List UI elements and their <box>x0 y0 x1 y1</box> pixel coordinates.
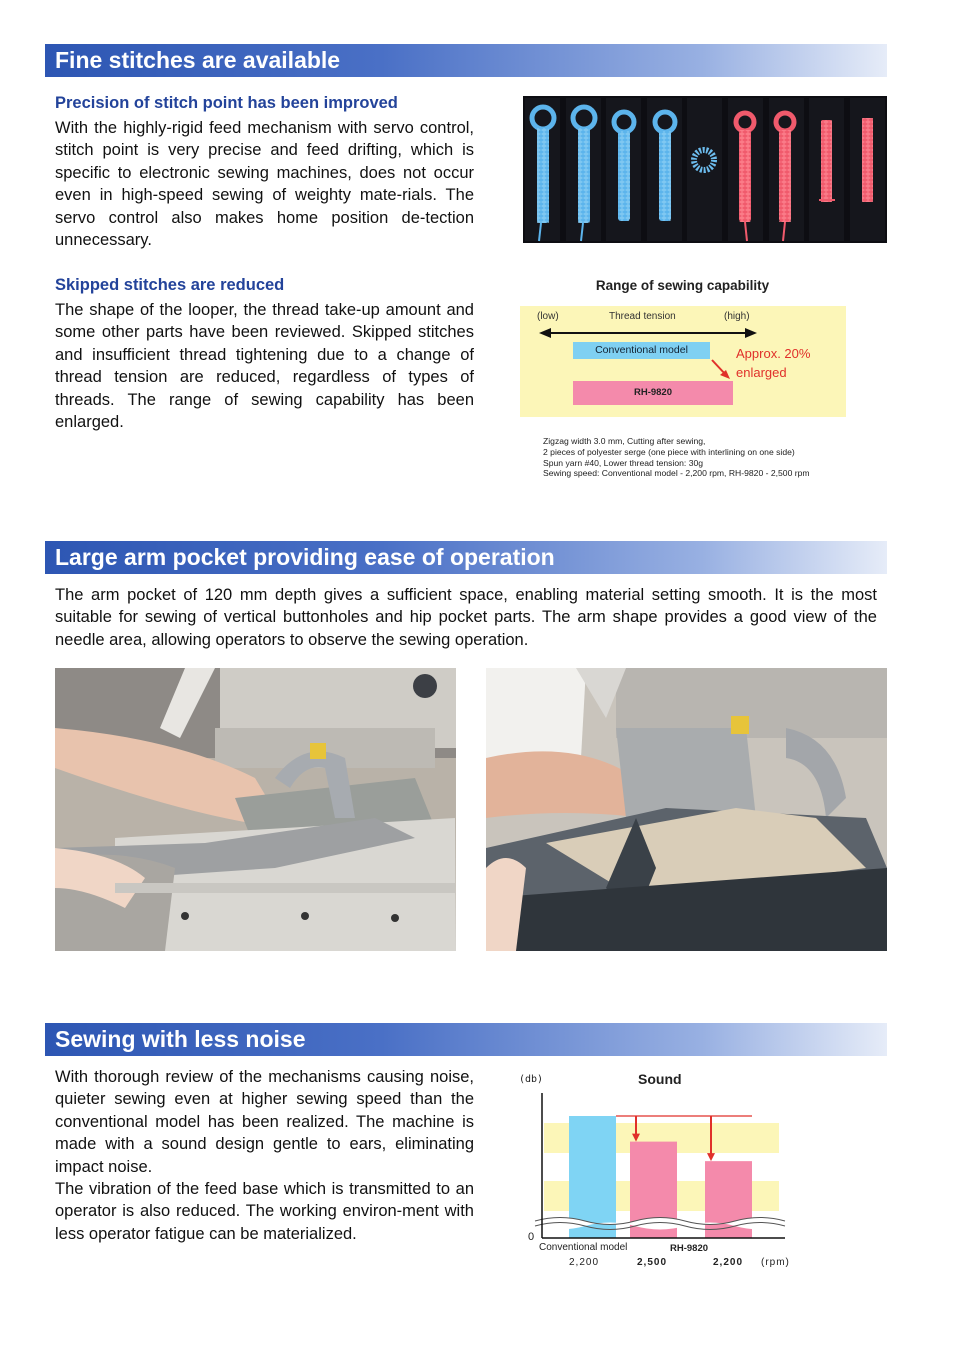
sound-chart-plot <box>515 1068 805 1243</box>
sound-chart <box>515 1068 805 1278</box>
enlarged-annotation <box>736 344 810 382</box>
y-axis-label: (db) <box>519 1074 544 1085</box>
note-line: Spun yarn #40, Lower thread tension: 30g <box>543 457 704 468</box>
group-label-conventional: Conventional model <box>539 1242 628 1253</box>
reduction-arrowhead <box>707 1153 715 1161</box>
capability-chart-title: Range of sewing capability <box>595 278 770 293</box>
bar-conventional-label: Conventional model <box>595 344 688 356</box>
enlarged-line-2: enlarged <box>736 365 787 380</box>
note-line: Zigzag width 3.0 mm, Cutting after sewing, <box>543 436 706 446</box>
tick-label: 2,200 <box>713 1257 744 1268</box>
note-line: Sewing speed: Conventional model - 2,200 rpm, RH-9820 - 2,500 rpm <box>543 468 810 479</box>
paragraph-arm-pocket: The arm pocket of 120 mm depth gives a sufficient space, enabling material setting smooth. It is the most suitable for sewing of vertical buttonholes and hip pocket parts. The arm shape provides a good view of the needle area, allowing operators to observe the sewing operation. <box>55 586 877 649</box>
section-header-arm-pocket <box>45 541 887 574</box>
arm-pocket-photo-right <box>486 668 887 951</box>
paragraph-skipped-stitches: The shape of the looper, the thread take-up amount and some other parts have been reviewed. Skipped stitches and insufficient thread tightening due to a change of thread tension are reduced, regardless of types of threads. The range of sewing capability has been enlarged. <box>55 301 474 432</box>
group-label-rh-9820: RH-9820 <box>670 1243 709 1254</box>
subheading-skipped-stitches: Skipped stitches are reduced <box>55 276 285 294</box>
label-high: (high) <box>724 311 750 322</box>
y-zero-label: 0 <box>528 1231 535 1243</box>
section-header-less-noise <box>45 1023 887 1056</box>
tick-label: 2,500 <box>637 1257 668 1268</box>
bar-rh-label: RH-9820 <box>633 387 673 398</box>
arm-pocket-photo-left <box>55 668 456 951</box>
paragraph-less-noise-1: With thorough review of the mechanisms causing noise, quieter sewing even at higher sewing speed than the conventional model has been realized. The machine is made with a sound design gentle to ears, eliminating impact noise. <box>55 1068 474 1176</box>
bar-conventional-model <box>573 342 710 359</box>
section-header-fine-stitches <box>45 44 887 77</box>
paragraph-precision: With the highly-rigid feed mechanism with servo control, stitch point is very precise and feed drifting, which is specific to electronic sewing machines, does not occur even in high-speed sewing of weighty mate-rials. The servo control also makes home position de-tection unnecessary. <box>55 119 474 250</box>
section-title: Large arm pocket providing ease of operation <box>55 544 555 570</box>
label-low: (low) <box>537 311 559 322</box>
bar-rh-9820 <box>573 381 733 405</box>
subheading-precision: Precision of stitch point has been improved <box>55 94 398 112</box>
sound-chart-title: Sound <box>638 1071 682 1087</box>
capability-notes <box>543 436 810 479</box>
tick-label: 2,200 <box>569 1257 600 1268</box>
section-title: Sewing with less noise <box>55 1026 306 1052</box>
capability-chart <box>519 276 849 421</box>
x-axis-unit: (rpm) <box>761 1257 790 1268</box>
enlarged-line-1: Approx. 20% <box>736 346 811 361</box>
section-title: Fine stitches are available <box>55 47 341 73</box>
paragraph-less-noise-2: The vibration of the feed base which is transmitted to an operator is also reduced. The working environ-ment with less operator fatigue can be materialized. <box>55 1180 474 1243</box>
label-thread-tension: Thread tension <box>609 311 676 322</box>
stitch-samples-photo <box>523 96 887 243</box>
note-line: 2 pieces of polyester serge (one piece with interlining on one side) <box>543 446 795 457</box>
